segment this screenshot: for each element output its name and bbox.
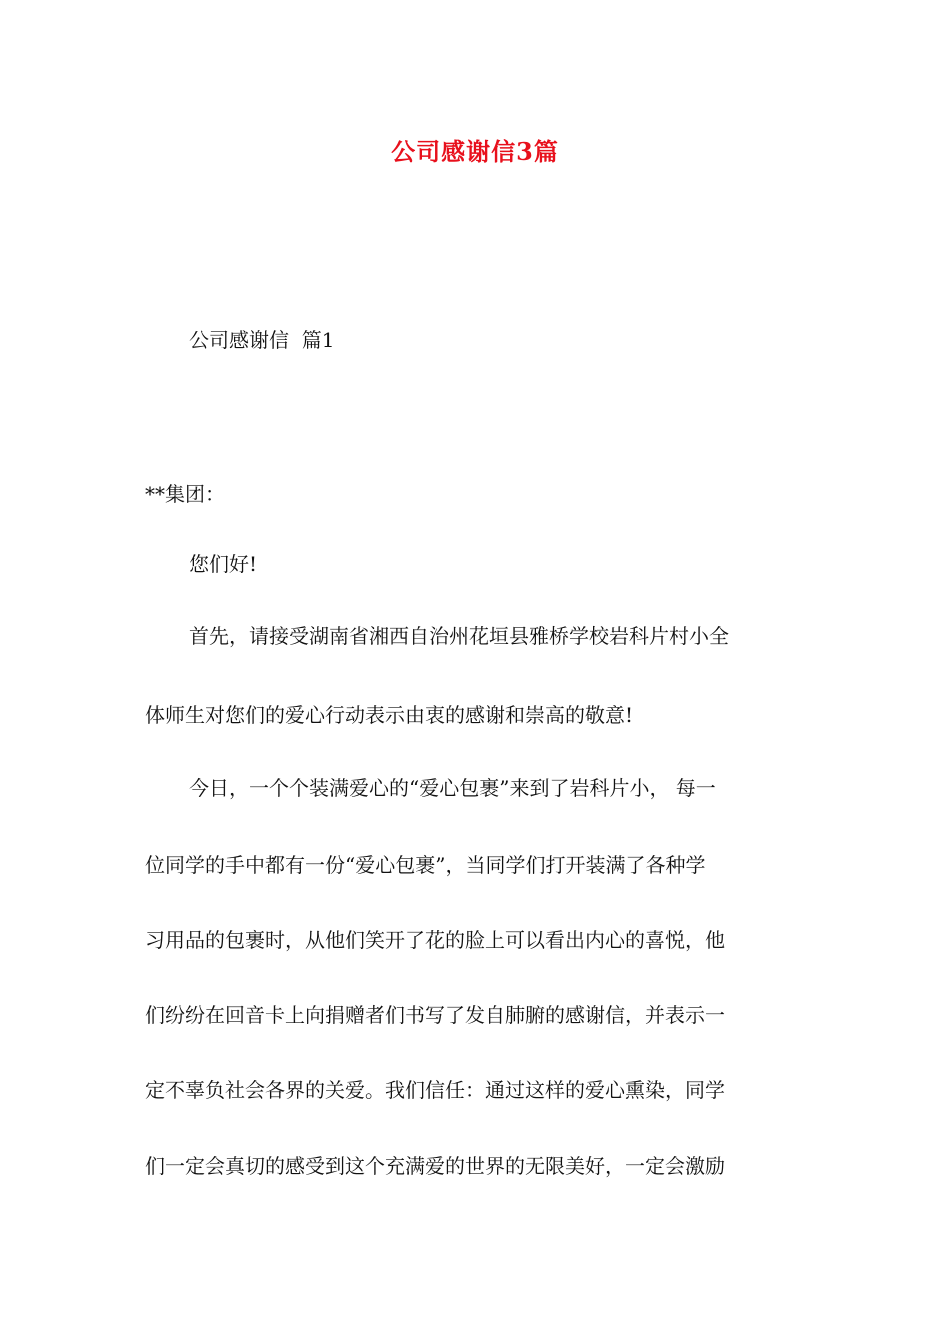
- body-line-5: 习用品的包裹时，从他们笑开了花的脸上可以看出内心的喜悦，他: [145, 928, 725, 952]
- letter-subtitle: 公司感谢信 篇1: [189, 328, 335, 352]
- body-line-4: 位同学的手中都有一份“爱心包裹”，当同学们打开装满了各种学: [145, 853, 706, 877]
- body-line-7: 定不辜负社会各界的关爱。我们信任：通过这样的爱心熏染，同学: [145, 1078, 725, 1102]
- body-line-1: 首先，请接受湖南省湘西自治州花垣县雅桥学校岩科片村小全: [189, 624, 729, 648]
- body-line-6: 们纷纷在回音卡上向捐赠者们书写了发自肺腑的感谢信，并表示一: [145, 1003, 725, 1027]
- document-title: 公司感谢信3篇: [391, 137, 559, 166]
- letter-salutation: **集团：: [145, 482, 225, 506]
- letter-greeting: 您们好!: [189, 552, 258, 576]
- body-line-8: 们一定会真切的感受到这个充满爱的世界的无限美好，一定会激励: [145, 1154, 725, 1178]
- body-line-3: 今日，一个个装满爱心的“爱心包裹”来到了岩科片小， 每一: [189, 776, 716, 800]
- body-line-2: 体师生对您们的爱心行动表示由衷的感谢和崇高的敬意!: [145, 703, 634, 727]
